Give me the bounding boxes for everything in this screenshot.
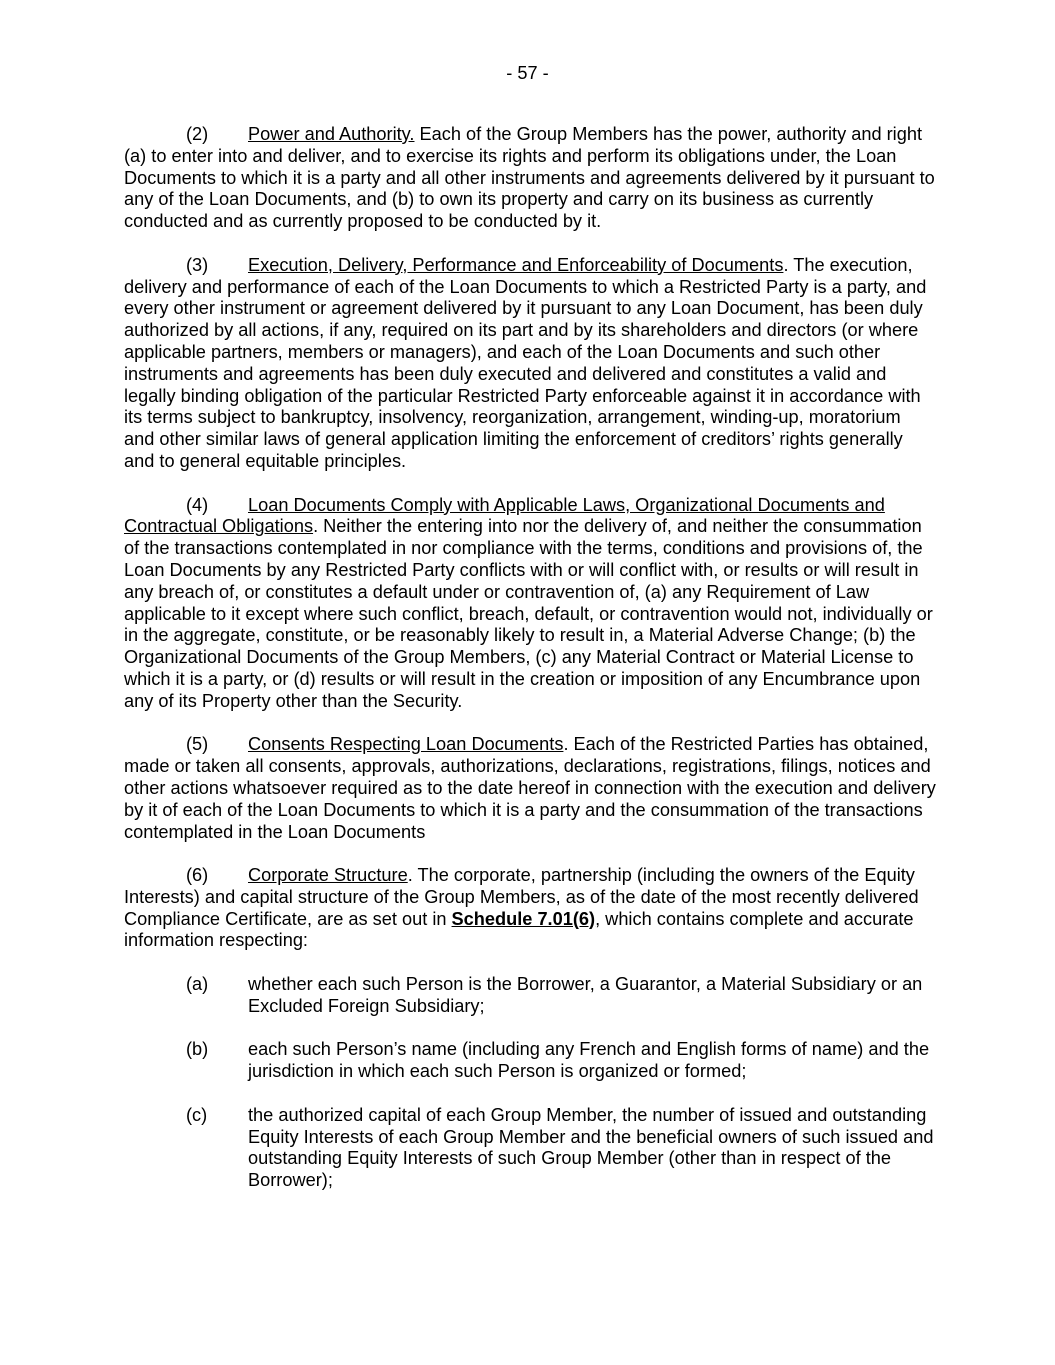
section-heading: Execution, Delivery, Performance and Enforceability of Documents bbox=[248, 254, 784, 275]
item-text: the authorized capital of each Group Member, the number of issued and outstanding Equity Interests of each Group Member and the beneficial owners of such issued and outstanding Equity Interests of such Group Member (other than in respect of the Borrower); bbox=[248, 1104, 934, 1191]
list-item bbox=[186, 974, 936, 1018]
list-item bbox=[186, 1105, 936, 1192]
list-item bbox=[186, 1039, 936, 1083]
item-letter: (a) bbox=[186, 974, 209, 995]
section-consents bbox=[124, 734, 936, 843]
section-number: (4) bbox=[186, 494, 209, 515]
section-number: (3) bbox=[186, 254, 209, 275]
section-text: . The execution, delivery and performance of each of the Loan Documents to which a Restricted Party is a party, and every other instrument or agreement delivered by it pursuant to any Loan Document, has been duly authorized by all actions, if any, required on its part and by its shareholders and directors (or where applicable partners, members or managers), and each of the Loan Documents and such other instruments and agreements has been duly executed and delivered and constitutes a valid and legally binding obligation of the particular Restricted Party enforceable against it in accordance with its terms subject to bankruptcy, insolvency, reorganization, arrangement, winding-up, moratorium and other similar laws of general application limiting the enforcement of creditors’ rights generally and to general equitable principles. bbox=[124, 254, 927, 471]
section-text: . Each of the Restricted Parties has obtained, made or taken all consents, approvals, authorizations, declarations, registrations, filings, notices and other actions whatsoever required as to the date hereof in connection with the execution and delivery by it of each of the Loan Documents to which it is a party and the consummation of the transactions contemplated in the Loan Documents bbox=[124, 734, 936, 842]
section-corporate-structure bbox=[124, 865, 936, 952]
section-loan-documents-comply bbox=[124, 495, 936, 713]
schedule-reference: Schedule 7.01(6) bbox=[451, 908, 596, 929]
page-number: - 57 - bbox=[506, 63, 549, 83]
document-body bbox=[124, 124, 936, 1214]
item-letter: (b) bbox=[186, 1039, 209, 1060]
section-text: Each of the Group Members has the power, authority and right (a) to enter into and deliver, and to exercise its rights and perform its obligations under, the Loan Documents to which it is a party and all other instruments and agreements delivered by it pursuant to any of the Loan Documents, and (b) to own its property and carry on its business as currently conducted and as currently proposed to be conducted by it. bbox=[124, 124, 935, 232]
section-text: , which contains complete and accurate information respecting: bbox=[124, 908, 914, 951]
section-power-and-authority bbox=[124, 124, 936, 233]
section-text: . The corporate, partnership (including the owners of the Equity Interests) and capital structure of the Group Members, as of the date of the most recently delivered Compliance Certificate, are as set out in bbox=[124, 865, 919, 929]
section-number: (5) bbox=[186, 734, 209, 755]
section-number: (6) bbox=[186, 865, 209, 886]
section-heading: Power and Authority. bbox=[248, 124, 415, 144]
item-letter: (c) bbox=[186, 1104, 208, 1125]
section-heading: Corporate Structure bbox=[248, 865, 408, 886]
section-text: . Neither the entering into nor the delivery of, and neither the consummation of the transactions contemplated in nor compliance with the terms, conditions and provisions of, the Loan Documents by any Restricted Party conflicts with or will conflict with, or results or will result in any breach of, or constitutes a default under or contravention of, (a) any Requirement of Law applicable to it except where such conflict, breach, default, or contravention would not, individually or in the aggregate, constitute, or be reasonably likely to result in, a Material Adverse Change; (b) the Organizational Documents of the Group Members, (c) any Material Contract or Material License to which it is a party, or (d) results or will result in the creation or imposition of any Encumbrance upon any of its Property other than the Security. bbox=[124, 516, 933, 711]
item-text: whether each such Person is the Borrower, a Guarantor, a Material Subsidiary or an Excluded Foreign Subsidiary; bbox=[248, 974, 923, 1016]
section-heading: Loan Documents Comply with Applicable Laws, Organizational Documents and Contractual Obligations bbox=[124, 494, 885, 537]
section-number: (2) bbox=[186, 124, 209, 144]
section-heading: Consents Respecting Loan Documents bbox=[248, 734, 564, 755]
item-text: each such Person’s name (including any French and English forms of name) and the jurisdiction in which each such Person is organized or formed; bbox=[248, 1039, 930, 1082]
section-execution-delivery bbox=[124, 255, 936, 473]
